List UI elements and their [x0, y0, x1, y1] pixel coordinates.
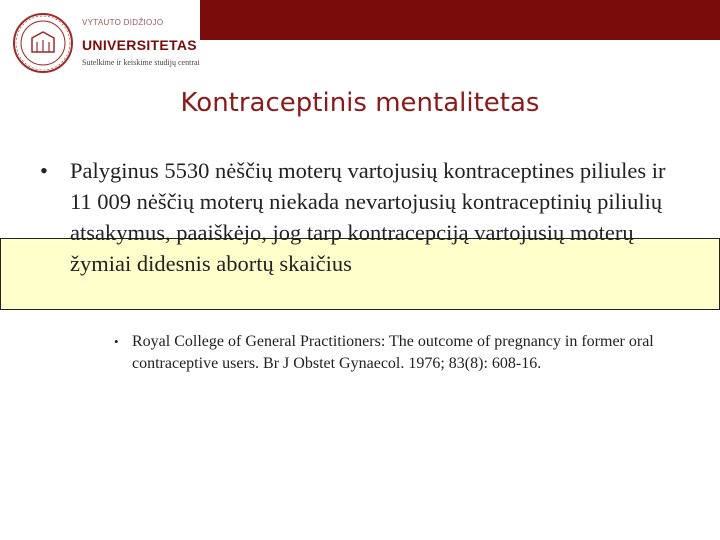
- slide-title: Kontraceptinis mentalitetas: [180, 88, 540, 118]
- reference-item: [112, 331, 692, 375]
- university-seal-icon: [12, 12, 74, 74]
- bullet-item: [34, 155, 674, 279]
- bullet-list: [34, 155, 674, 279]
- reference-marker: •: [114, 334, 119, 349]
- logo-area: [0, 0, 200, 88]
- university-subtitle: VYTAUTO DIDŽIOJO: [82, 18, 164, 27]
- university-motto: Sutelkime ir keiskime studijų centrai: [82, 58, 200, 67]
- university-name: UNIVERSITETAS: [82, 37, 197, 53]
- reference-text: Royal College of General Practitioners: The outcome of pregnancy in former oral contraceptive users. Br J Obstet Gynaecol. 1976; 83(8): 608-16.: [132, 333, 654, 372]
- reference-list: [112, 331, 692, 375]
- bullet-text: Palyginus 5530 nėščių moterų vartojusių kontraceptines piliules ir 11 009 nėščių moterų niekada nevartojusių kontraceptinių piliulių atsakymus, paaiškėjo, jog tarp kontracepciją vartojusių moterų žymiai didesnis abortų skaičius: [70, 158, 666, 276]
- bullet-marker: •: [40, 158, 48, 183]
